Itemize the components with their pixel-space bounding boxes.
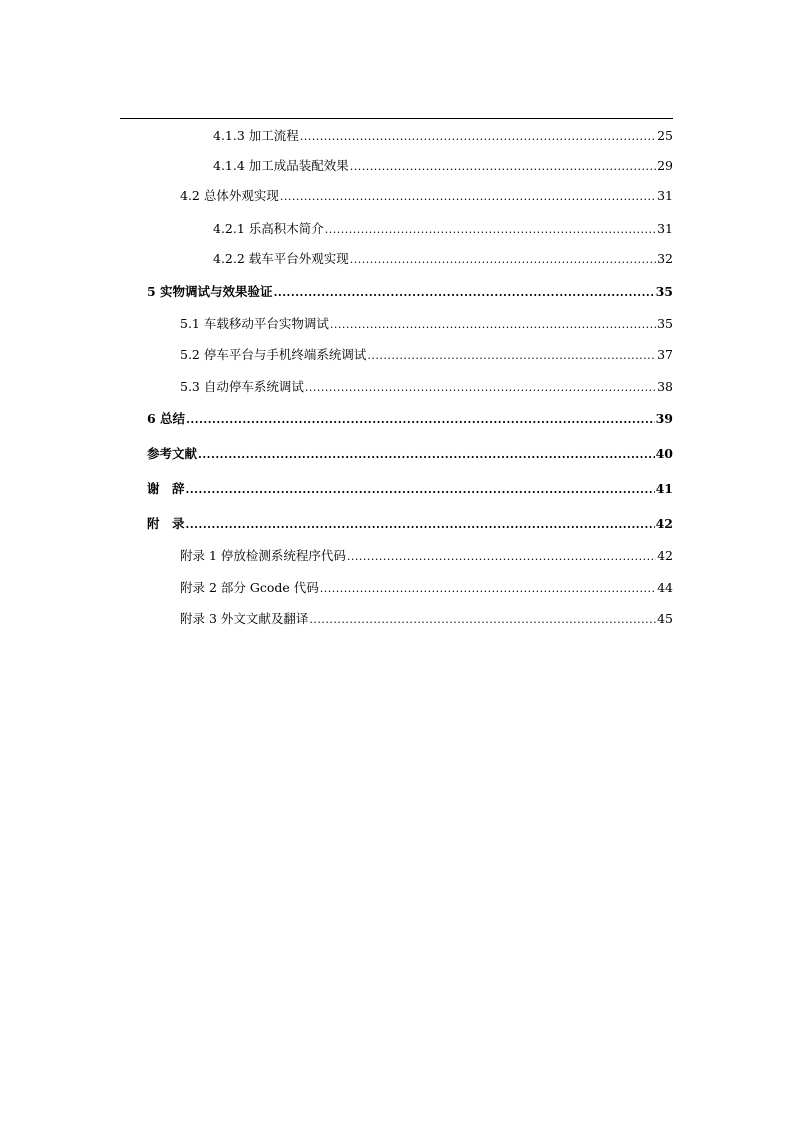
toc-entry-appendix-1[interactable] xyxy=(180,546,673,566)
dot-leader xyxy=(186,480,655,500)
toc-entry-references[interactable] xyxy=(147,444,673,464)
dot-leader xyxy=(350,250,656,270)
toc-entry-page: 40 xyxy=(655,446,673,461)
toc-entry-4-2-2[interactable] xyxy=(213,249,673,269)
toc-entry-label: 4.2.2 载车平台外观实现 xyxy=(213,251,349,266)
toc-entry-appendix-2[interactable] xyxy=(180,578,673,598)
toc-entry-appendix[interactable] xyxy=(147,514,673,534)
dot-leader xyxy=(367,346,656,366)
toc-entry-label: 参考文献 xyxy=(147,446,198,461)
toc-entry-page: 42 xyxy=(655,516,673,531)
toc-entry-label: 5.2 停车平台与手机终端系统调试 xyxy=(180,347,367,362)
toc-entry-page: 29 xyxy=(657,158,673,173)
toc-entry-page: 45 xyxy=(657,611,673,626)
dot-leader xyxy=(347,547,656,567)
toc-entry-chapter-6[interactable] xyxy=(147,409,673,429)
toc-entry-appendix-3[interactable] xyxy=(180,609,673,629)
toc-entry-page: 35 xyxy=(657,316,673,331)
toc-entry-5-3[interactable] xyxy=(180,377,673,397)
toc-entry-page: 44 xyxy=(657,580,673,595)
toc-entry-page: 32 xyxy=(657,251,673,266)
toc-entry-4-1-3[interactable] xyxy=(213,126,673,146)
toc-entry-label: 5.3 自动停车系统调试 xyxy=(180,379,304,394)
header-rule xyxy=(120,118,673,119)
dot-leader xyxy=(198,445,655,465)
toc-entry-acknowledgements[interactable] xyxy=(147,479,673,499)
toc-entry-label: 附录 3 外文文献及翻译 xyxy=(180,611,309,626)
toc-entry-page: 42 xyxy=(657,548,673,563)
dot-leader xyxy=(320,579,656,599)
dot-leader xyxy=(186,410,655,430)
dot-leader xyxy=(325,220,656,240)
toc-entry-label: 6 总结 xyxy=(147,411,186,426)
toc-entry-page: 39 xyxy=(655,411,673,426)
toc-entry-label: 4.2 总体外观实现 xyxy=(180,188,279,203)
toc-entry-4-2[interactable] xyxy=(180,186,673,206)
dot-leader xyxy=(350,157,656,177)
toc-entry-page: 41 xyxy=(655,481,673,496)
dot-leader xyxy=(305,378,656,398)
toc-entry-page: 31 xyxy=(657,188,673,203)
toc-entry-label: 附录 1 停放检测系统程序代码 xyxy=(180,548,346,563)
toc-entry-label: 5.1 车载移动平台实物调试 xyxy=(180,316,329,331)
toc-entry-page: 38 xyxy=(657,379,673,394)
dot-leader xyxy=(274,283,655,303)
toc-entry-label: 4.1.4 加工成品装配效果 xyxy=(213,158,349,173)
toc-entry-4-2-1[interactable] xyxy=(213,219,673,239)
dot-leader xyxy=(280,187,656,207)
toc-entry-label: 4.2.1 乐高积木简介 xyxy=(213,221,324,236)
dot-leader xyxy=(309,610,656,630)
dot-leader xyxy=(300,127,656,147)
toc-entry-label: 附 录 xyxy=(147,516,185,531)
dot-leader xyxy=(186,515,655,535)
toc-entry-page: 35 xyxy=(655,284,673,299)
toc-entry-label: 4.1.3 加工流程 xyxy=(213,128,299,143)
toc-entry-chapter-5[interactable] xyxy=(147,282,673,302)
toc-entry-page: 37 xyxy=(657,347,673,362)
toc-entry-4-1-4[interactable] xyxy=(213,156,673,176)
toc-entry-page: 25 xyxy=(657,128,673,143)
dot-leader xyxy=(330,315,656,335)
toc-entry-label: 谢 辞 xyxy=(147,481,185,496)
toc-entry-label: 5 实物调试与效果验证 xyxy=(147,284,273,299)
toc-entry-5-1[interactable] xyxy=(180,314,673,334)
toc-entry-page: 31 xyxy=(657,221,673,236)
toc-entry-5-2[interactable] xyxy=(180,345,673,365)
toc-entry-label: 附录 2 部分 Gcode 代码 xyxy=(180,580,319,595)
